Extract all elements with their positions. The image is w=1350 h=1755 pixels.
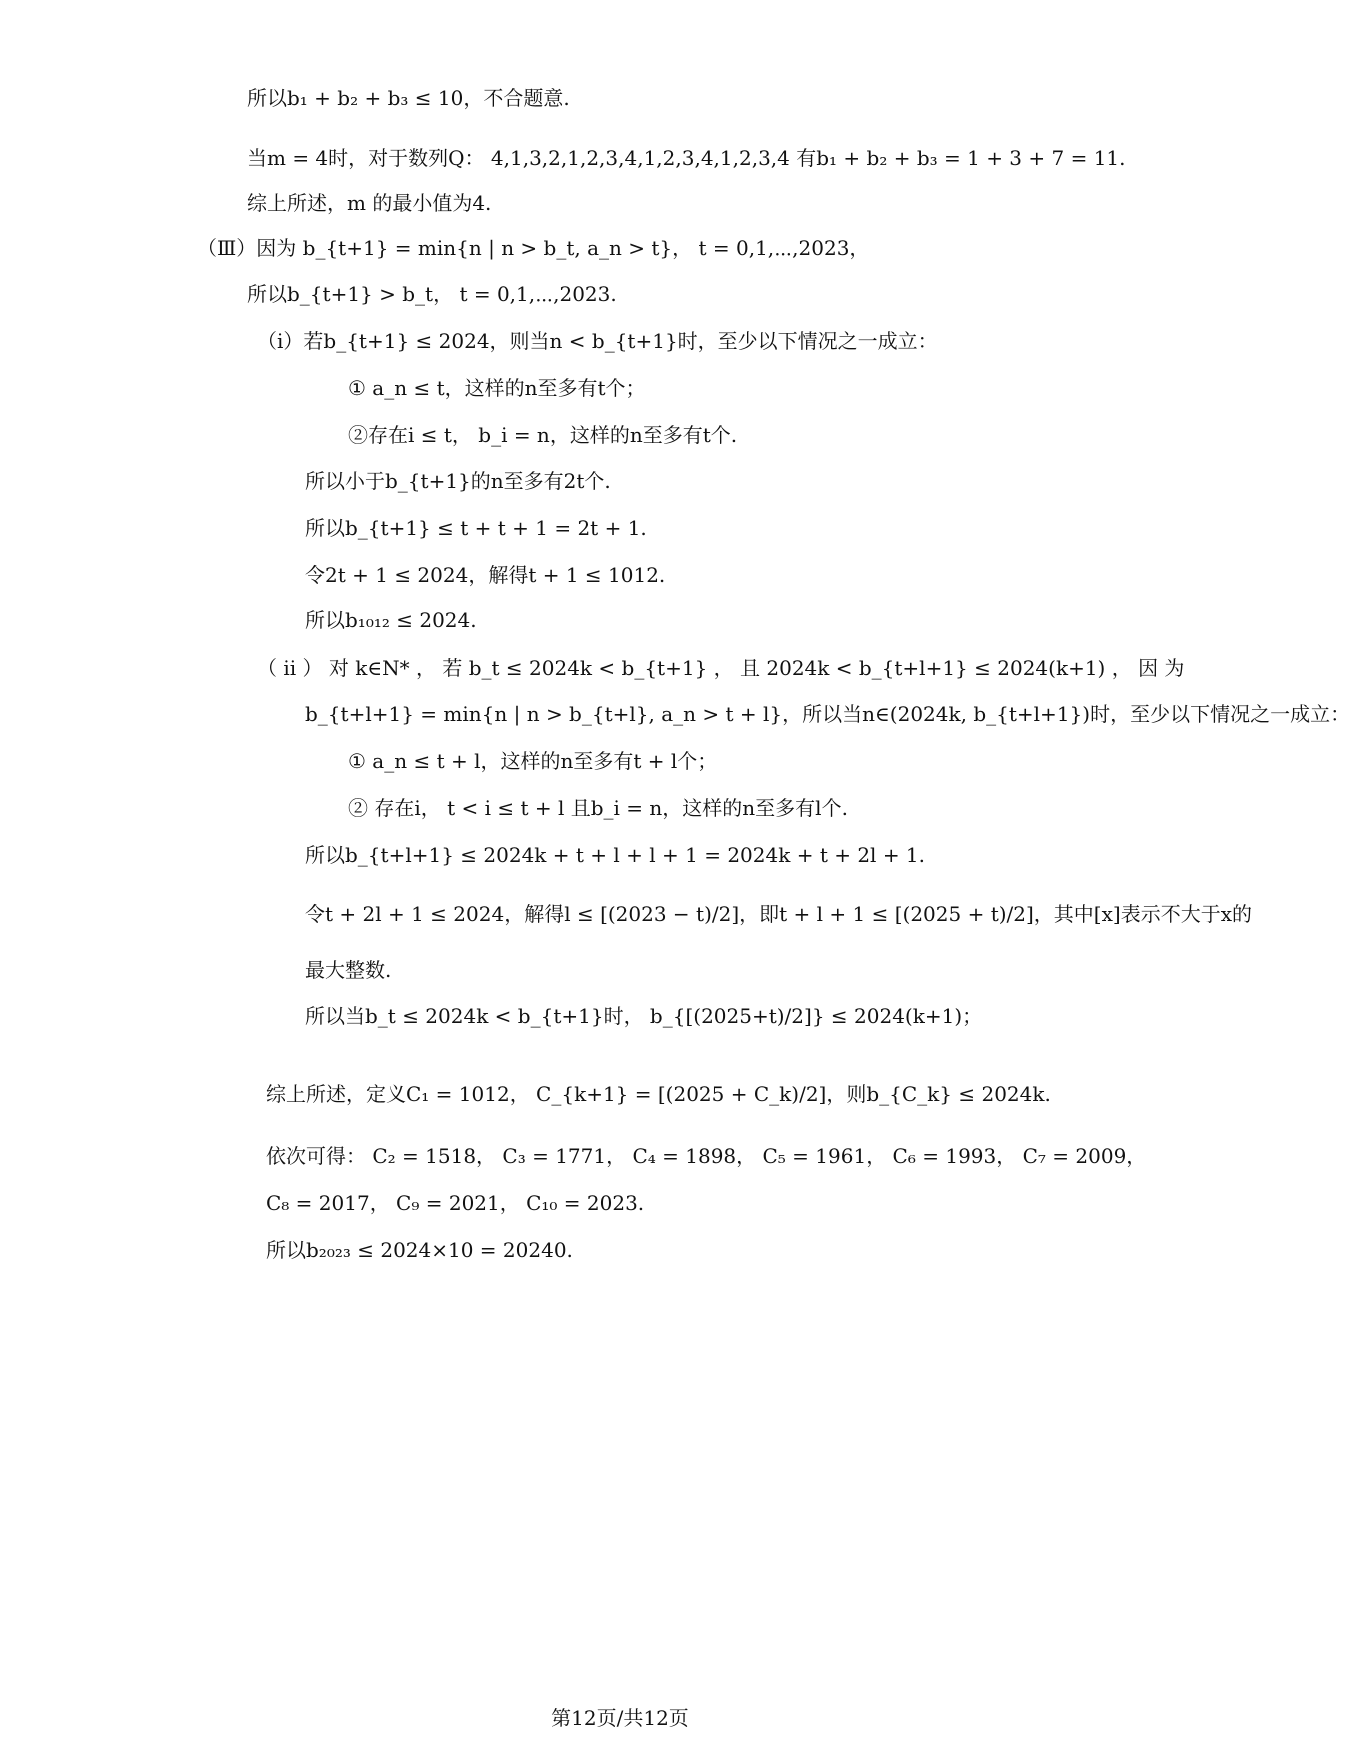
- text-line-22: 依次可得： C₂ = 1518， C₃ = 1771， C₄ = 1898， C₅ = 1961， C₆ = 1993， C₇ = 2009，: [266, 1144, 1147, 1168]
- text-line-21: 综上所述，定义C₁ = 1012， C_{k+1} = [(2025 + C_k)/2]，则b_{C_k} ≤ 2024k.: [266, 1082, 1051, 1106]
- text-line-5: 所以b_{t+1} > b_t， t = 0,1,⋯,2023.: [247, 282, 617, 306]
- text-line-17: 所以b_{t+l+1} ≤ 2024k + t + l + l + 1 = 2024k + t + 2l + 1.: [305, 843, 926, 867]
- text-line-20: 所以当b_t ≤ 2024k < b_{t+1}时， b_{[(2025+t)/2]} ≤ 2024(k+1)；: [305, 1004, 983, 1028]
- text-line-23: C₈ = 2017， C₉ = 2021， C₁₀ = 2023.: [266, 1191, 645, 1215]
- page-footer: 第12页/共12页: [551, 1706, 689, 1730]
- text-line-12: 所以b₁₀₁₂ ≤ 2024.: [305, 608, 477, 632]
- text-line-4: （Ⅲ）因为 b_{t+1} = min{n | n > b_t, a_n > t}， t = 0,1,⋯,2023，: [197, 236, 870, 260]
- text-line-18: 令t + 2l + 1 ≤ 2024，解得l ≤ [(2023 − t)/2]，即t + l + 1 ≤ [(2025 + t)/2]，其中[x]表示不大于x的: [305, 902, 1252, 926]
- text-line-24: 所以b₂₀₂₃ ≤ 2024×10 = 20240.: [266, 1238, 573, 1262]
- text-line-6: （ⅰ）若b_{t+1} ≤ 2024，则当n < b_{t+1}时，至少以下情况之一成立：: [257, 329, 938, 353]
- text-line-14: b_{t+l+1} = min{n | n > b_{t+l}, a_n > t + l}，所以当n∈(2024k, b_{t+l+1})时，至少以下情况之一成立：: [305, 702, 1350, 726]
- text-line-9: 所以小于b_{t+1}的n至多有2t个.: [305, 469, 611, 493]
- text-line-11: 令2t + 1 ≤ 2024，解得t + 1 ≤ 1012.: [305, 563, 666, 587]
- text-line-15: ① a_n ≤ t + l，这样的n至多有t + l个；: [348, 749, 718, 773]
- text-line-3: 综上所述，m 的最小值为4.: [247, 191, 492, 215]
- text-line-2: 当m = 4时，对于数列Q： 4,1,3,2,1,2,3,4,1,2,3,4,1,2,3,4 有b₁ + b₂ + b₃ = 1 + 3 + 7 = 11.: [247, 146, 1126, 170]
- text-line-10: 所以b_{t+1} ≤ t + t + 1 = 2t + 1.: [305, 516, 647, 540]
- text-line-1: 所以b₁ + b₂ + b₃ ≤ 10，不合题意.: [247, 86, 570, 110]
- text-line-8: ②存在i ≤ t， b_i = n，这样的n至多有t个.: [348, 423, 738, 447]
- text-line-16: ② 存在i， t < i ≤ t + l 且b_i = n，这样的n至多有l个.: [348, 796, 848, 820]
- text-line-7: ① a_n ≤ t，这样的n至多有t个；: [348, 376, 646, 400]
- text-line-19: 最大整数.: [305, 958, 392, 982]
- text-line-13: （ ⅱ ） 对 k∈N* ， 若 b_t ≤ 2024k < b_{t+1} ， 且 2024k < b_{t+l+1} ≤ 2024(k+1) ， 因 为: [257, 656, 1185, 680]
